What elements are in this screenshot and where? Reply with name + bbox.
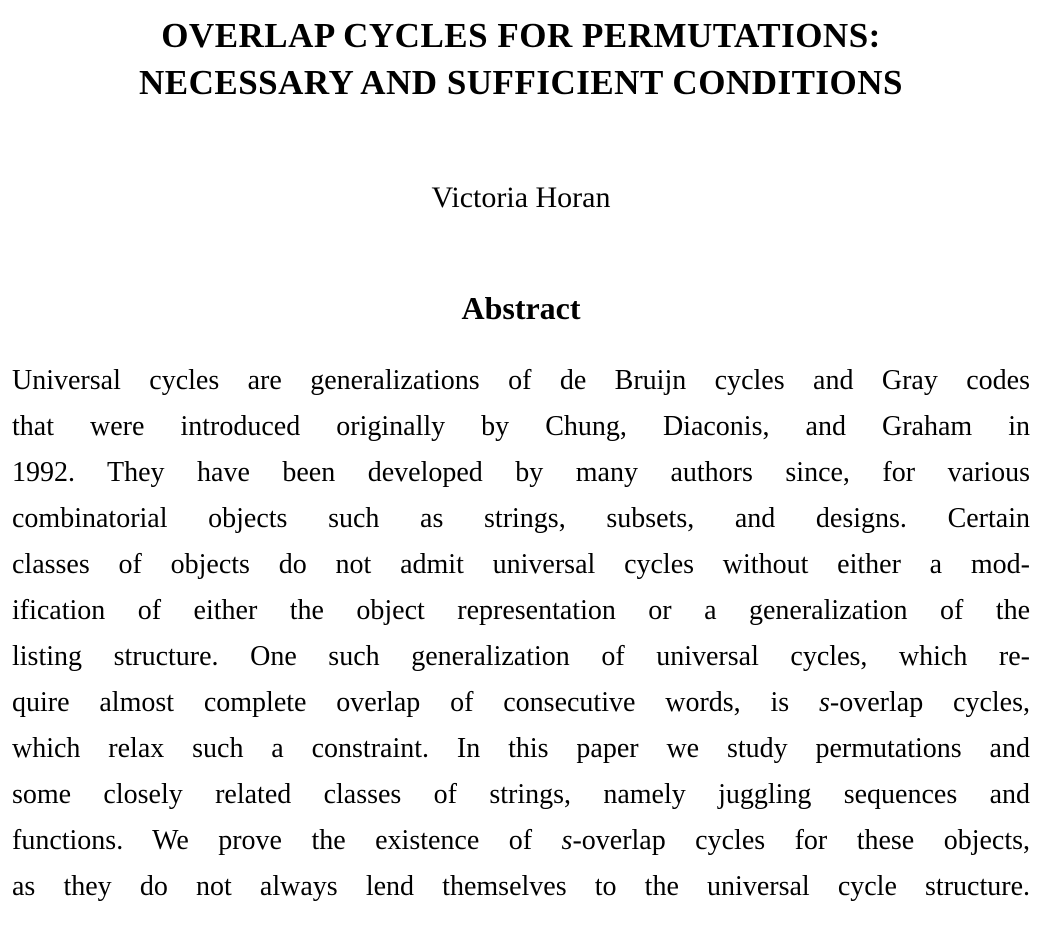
abstract-line: which relax such a constraint. In this paper we study permutations and (12, 733, 1030, 764)
abstract-text (12, 358, 1030, 910)
paper-title (12, 12, 1030, 106)
abstract-line: that were introduced originally by Chung, Diaconis, and Graham in (12, 411, 1030, 442)
paper-title-line-2: NECESSARY AND SUFFICIENT CONDITIONS (138, 63, 904, 102)
paper-page (0, 12, 1042, 926)
author-name: Victoria Horan (431, 181, 611, 214)
abstract-line: some closely related classes of strings, namely juggling sequences and (12, 779, 1030, 810)
abstract-heading: Abstract (461, 290, 581, 326)
abstract-line: quire almost complete overlap of consecutive words, is s-overlap cycles, (12, 687, 1030, 718)
abstract-line: 1992. They have been developed by many authors since, for various (12, 457, 1030, 488)
paper-title-line-1: OVERLAP CYCLES FOR PERMUTATIONS: (161, 16, 881, 55)
abstract-line: as they do not always lend themselves to the universal cycle structure. (12, 871, 1030, 902)
abstract-line: combinatorial objects such as strings, subsets, and designs. Certain (12, 503, 1030, 534)
abstract-line: listing structure. One such generalization of universal cycles, which re- (12, 641, 1030, 672)
abstract-line: classes of objects do not admit universal cycles without either a mod- (12, 549, 1030, 580)
abstract-line: ification of either the object representation or a generalization of the (12, 595, 1030, 626)
abstract-line: functions. We prove the existence of s-overlap cycles for these objects, (12, 825, 1030, 856)
abstract-line: Universal cycles are generalizations of de Bruijn cycles and Gray codes (12, 365, 1030, 396)
